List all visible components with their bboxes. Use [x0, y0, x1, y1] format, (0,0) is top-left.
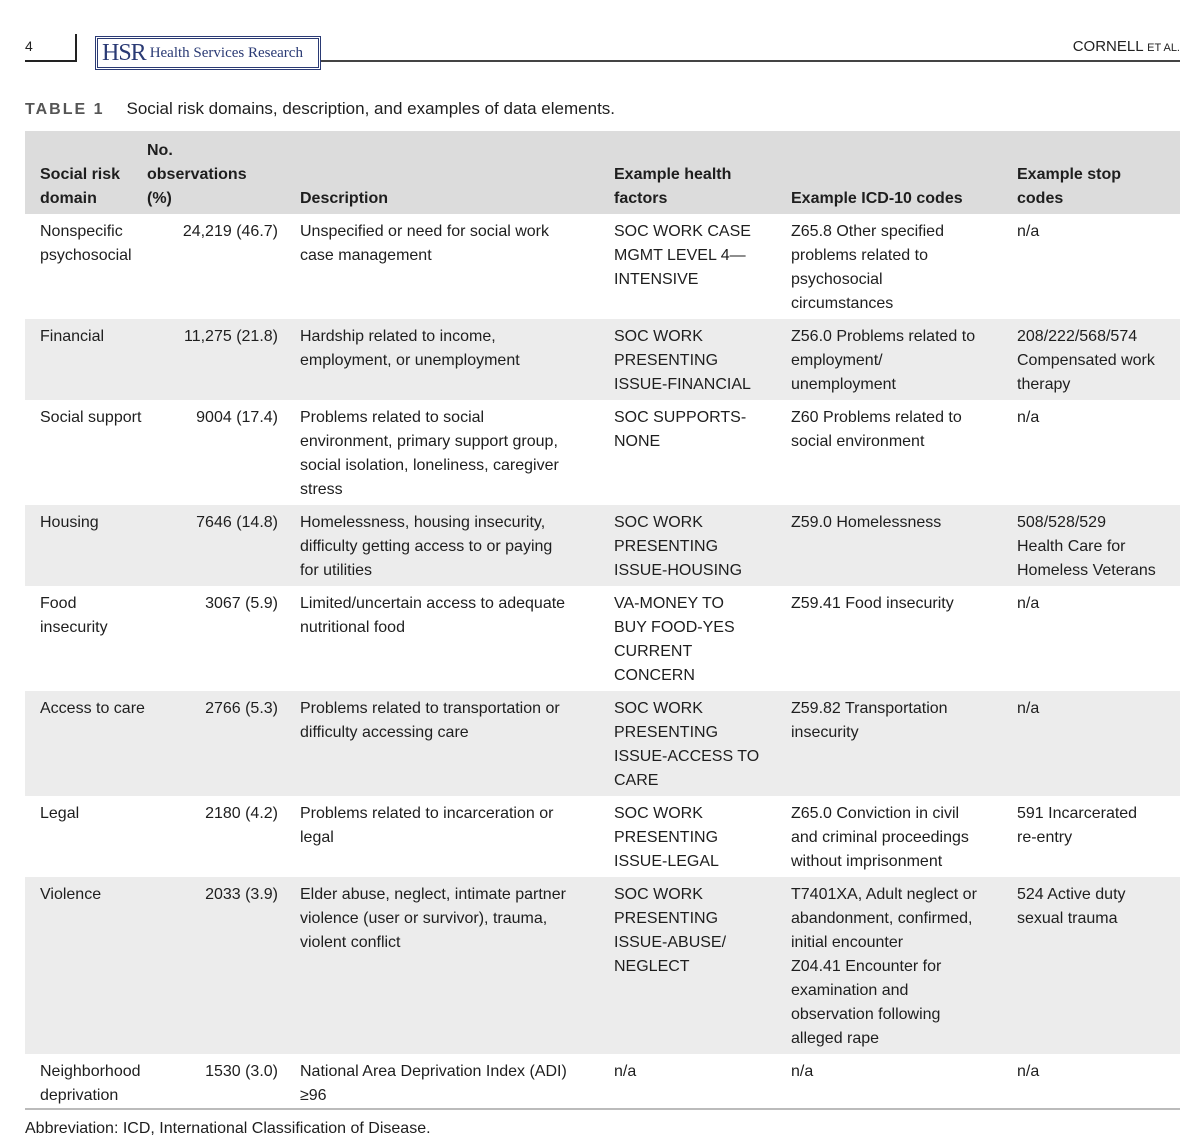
- table-cell: Z59.82 Transportation insecurity: [791, 691, 1017, 796]
- table-cell: Z65.8 Other specified problems related to psychosocial circumstances: [791, 223, 944, 312]
- table-cell: SOC WORK CASE MGMT LEVEL 4— INTENSIVE: [614, 223, 751, 288]
- table-body: [25, 214, 1180, 1111]
- table-cell: Neighborhood deprivation: [40, 1063, 141, 1104]
- table-cell: 1530 (3.0): [205, 1063, 278, 1080]
- table-cell: Problems related to incarceration or legal: [300, 805, 554, 846]
- table-cell: SOC WORK PRESENTING ISSUE-ABUSE/ NEGLECT: [614, 877, 791, 1054]
- table-cell: 208/222/568/574 Compensated work therapy: [1017, 319, 1180, 400]
- column-header: Social risk domain: [25, 131, 147, 214]
- table-cell: Limited/uncertain access to adequate nutritional food: [300, 595, 566, 636]
- table-cell: Problems related to transportation or difficulty accessing care: [300, 691, 614, 796]
- table-cell: Hardship related to income, employment, or unemployment: [300, 319, 614, 400]
- table-cell: n/a: [1017, 691, 1180, 796]
- table-cell: 2766 (5.3): [147, 691, 300, 796]
- table-row: [25, 586, 1180, 691]
- table-cell: 2033 (3.9): [147, 877, 300, 1054]
- header-row: [25, 131, 1180, 214]
- table-cell: Nonspecific psychosocial: [40, 223, 132, 264]
- table-cell: 11,275 (21.8): [147, 319, 300, 400]
- table-cell: Elder abuse, neglect, intimate partner violence (user or survivor), trauma, violent conflict: [300, 877, 614, 1054]
- table-cell: SOC WORK PRESENTING ISSUE-HOUSING: [614, 505, 791, 586]
- table-cell: VA-MONEY TO BUY FOOD-YES CURRENT CONCERN: [614, 595, 735, 684]
- table-row: [25, 214, 1180, 319]
- table-cell: 591 Incarcerated re-entry: [1017, 805, 1138, 846]
- table-cell: Social support: [40, 409, 142, 426]
- caption-text: Social risk domains, description, and examples of data elements.: [126, 99, 616, 118]
- table-cell: Z59.0 Homelessness: [791, 505, 1017, 586]
- table-cell: SOC WORK PRESENTING ISSUE-LEGAL: [614, 805, 719, 870]
- table-row: [25, 400, 1180, 505]
- table-cell: Problems related to social environment, primary support group, social isolation, loneliness, caregiver stress: [300, 409, 559, 498]
- table-bottom-rule: [25, 1108, 1180, 1110]
- page-number: 4: [25, 38, 33, 54]
- column-header: No. observations (%): [147, 131, 300, 214]
- table-footnote: Abbreviation: ICD, International Classification of Disease.: [25, 1120, 431, 1137]
- table-cell: 3067 (5.9): [205, 595, 278, 612]
- table-row: [25, 877, 1180, 1054]
- table-container: [25, 131, 1180, 1111]
- header-rule: [321, 60, 1180, 62]
- table-cell: Housing: [25, 505, 147, 586]
- table-cell: Z59.41 Food insecurity: [791, 595, 954, 612]
- column-header: Description: [300, 131, 614, 214]
- table-cell: SOC WORK PRESENTING ISSUE-FINANCIAL: [614, 319, 791, 400]
- running-head-etal: ET AL.: [1147, 42, 1180, 54]
- table-cell: Z60 Problems related to social environment: [791, 409, 962, 450]
- table-cell: n/a: [1017, 223, 1040, 240]
- table-cell: T7401XA, Adult neglect or abandonment, confirmed, initial encounter Z04.41 Encounter for examination and observation following alleged rape: [791, 877, 1017, 1054]
- running-head-author: CORNELL: [1072, 38, 1143, 55]
- table-row: [25, 1054, 1180, 1111]
- table-cell: Food insecurity: [40, 595, 108, 636]
- data-table: [25, 131, 1180, 1111]
- table-row: [25, 796, 1180, 877]
- table-cell: Financial: [25, 319, 147, 400]
- table-cell: 508/528/529 Health Care for Homeless Veterans: [1017, 505, 1180, 586]
- table-cell: Access to care: [25, 691, 147, 796]
- table-cell: Legal: [40, 805, 80, 822]
- table-row: [25, 691, 1180, 796]
- table-cell: Violence: [25, 877, 147, 1054]
- table-cell: 524 Active duty sexual trauma: [1017, 877, 1180, 1054]
- table-caption: [25, 99, 615, 119]
- table-label: TABLE 1: [25, 101, 105, 118]
- table-cell: 7646 (14.8): [147, 505, 300, 586]
- table-cell: SOC WORK PRESENTING ISSUE-ACCESS TO CARE: [614, 691, 791, 796]
- header-rule-left: [25, 60, 77, 62]
- logo-text: Health Services Research: [149, 44, 303, 61]
- table-cell: n/a: [1017, 1063, 1040, 1080]
- table-row: [25, 319, 1180, 400]
- table-cell: Unspecified or need for social work case management: [300, 223, 550, 264]
- column-header: Example stop codes: [1017, 131, 1180, 214]
- table-cell: 9004 (17.4): [196, 409, 278, 426]
- logo-mark: HSR: [102, 39, 146, 66]
- table-cell: n/a: [614, 1063, 637, 1080]
- table-cell: SOC SUPPORTS- NONE: [614, 409, 747, 450]
- table-row: [25, 505, 1180, 586]
- table-cell: n/a: [1017, 595, 1040, 612]
- page-header: [25, 30, 1180, 74]
- table-cell: n/a: [791, 1063, 814, 1080]
- table-cell: Z65.0 Conviction in civil and criminal proceedings without imprisonment: [791, 805, 969, 870]
- table-cell: Homelessness, housing insecurity, difficulty getting access to or paying for utilities: [300, 505, 614, 586]
- journal-logo: [95, 36, 321, 70]
- running-head: [1073, 38, 1180, 55]
- table-cell: 2180 (4.2): [205, 805, 278, 822]
- table-cell: National Area Deprivation Index (ADI) ≥96: [300, 1063, 567, 1104]
- table-cell: Z56.0 Problems related to employment/ unemployment: [791, 319, 1017, 400]
- header-divider: [75, 34, 77, 62]
- column-header: Example health factors: [614, 131, 791, 214]
- table-cell: n/a: [1017, 409, 1040, 426]
- column-header: Example ICD-10 codes: [791, 131, 1017, 214]
- table-cell: 24,219 (46.7): [182, 223, 278, 240]
